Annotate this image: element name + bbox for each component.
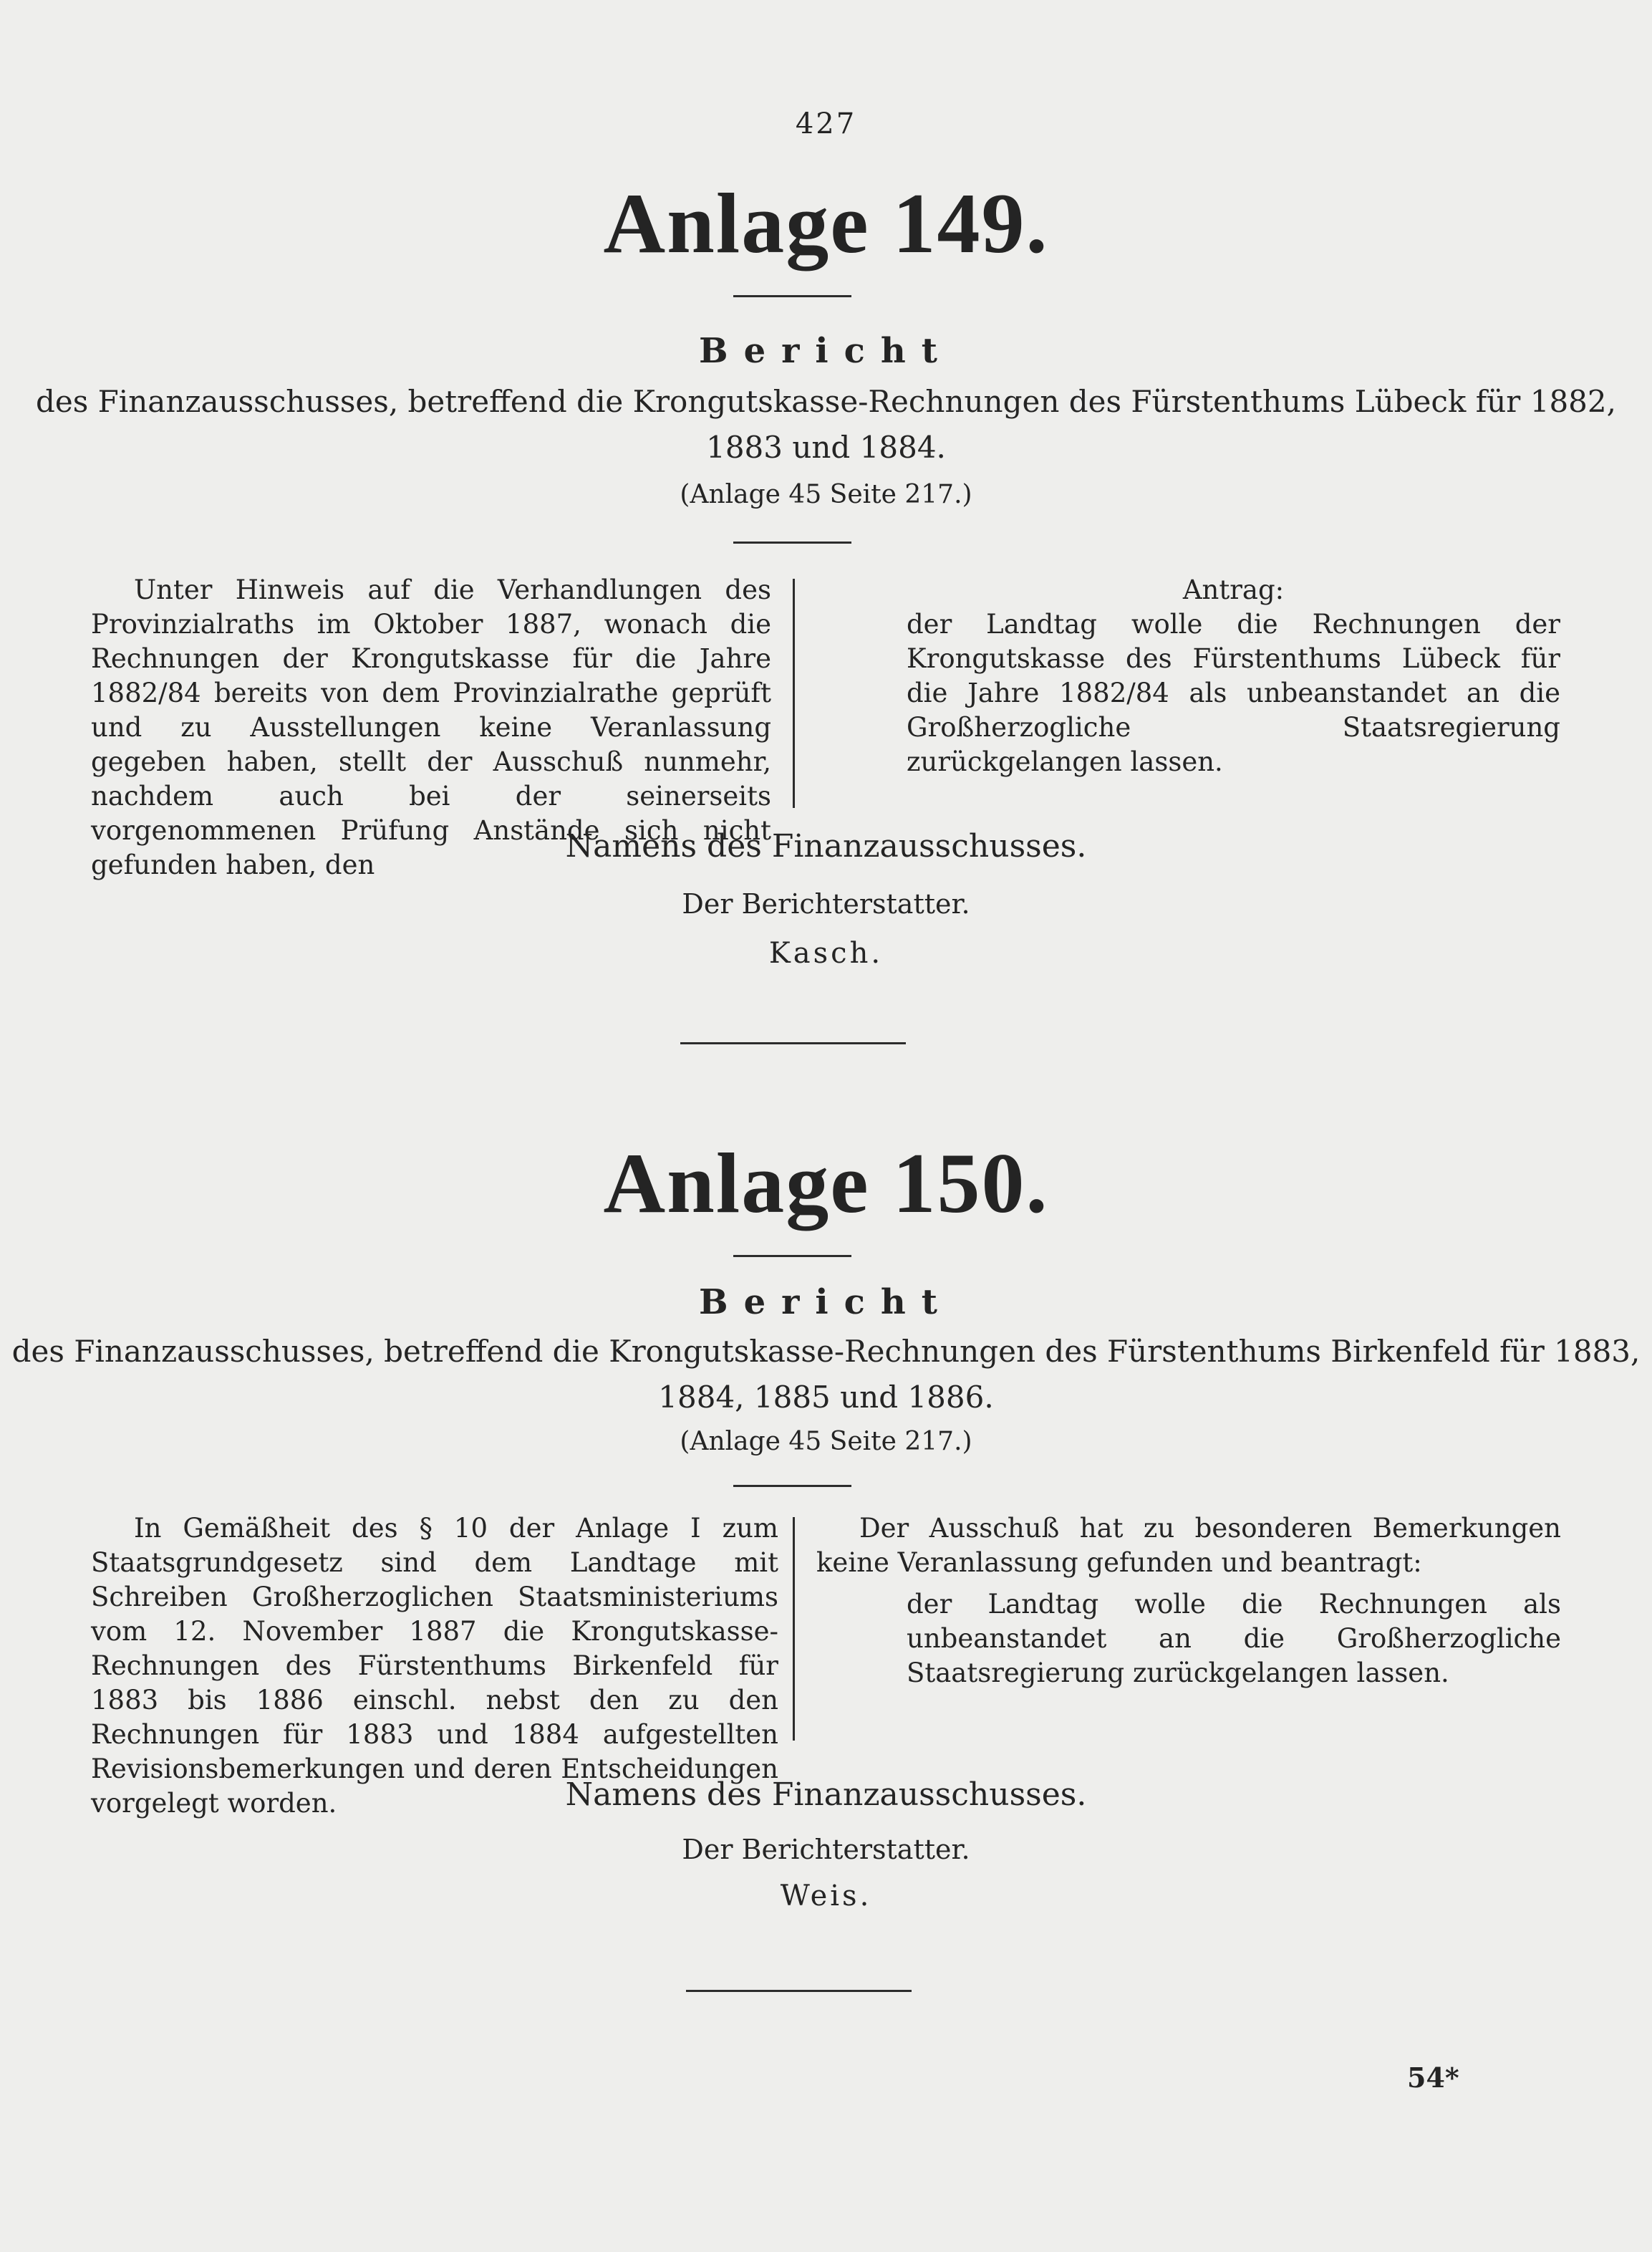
- divider-rule: [733, 1485, 851, 1487]
- report-subject-line: des Finanzausschusses, betreffend die Krongutskasse-Rechnungen des Fürstenthums Lübeck für 1882,: [36, 384, 1616, 419]
- column-divider: [793, 1517, 795, 1741]
- report-text: In Gemäßheit des § 10 der Anlage I zum Staatsgrundgesetz sind dem Landtage mit Schreiben Großherzoglichen Staatsministeriums vom 12. November 1887 die Krongutskasse-Rechnungen des Fürstenthums Birkenfeld für 1883 bis 1886 einschl. nebst den zu den Rechnungen für 1883 und 1884 aufgestellten Revisionsbemerkungen und deren Entscheidungen vorgelegt worden.: [91, 1513, 778, 1819]
- report-body-right: [907, 573, 1560, 779]
- column-divider: [793, 579, 795, 808]
- report-reference: (Anlage 45 Seite 217.): [680, 1427, 972, 1456]
- report-subject-line: 1883 und 1884.: [706, 430, 946, 465]
- section-heading: Anlage 150.: [603, 1135, 1049, 1231]
- report-reference: (Anlage 45 Seite 217.): [680, 480, 972, 509]
- signature-role: Der Berichterstatter.: [682, 1834, 970, 1865]
- report-subject-line: des Finanzausschusses, betreffend die Krongutskasse-Rechnungen des Fürstenthums Birkenfeld für 1883,: [11, 1334, 1641, 1369]
- signature-name: Weis.: [780, 1880, 872, 1912]
- sheet-signature-mark: 54*: [1407, 2061, 1459, 2094]
- report-title: Bericht: [699, 331, 953, 371]
- motion-intro: Der Ausschuß hat zu besonderen Bemerkungen keine Veranlassung gefunden und beantragt:: [816, 1513, 1561, 1578]
- report-body-right: [816, 1511, 1561, 1690]
- section-heading: Anlage 149.: [603, 175, 1049, 271]
- motion-text: der Landtag wolle die Rechnungen als unbeanstandet an die Großherzogliche Staatsregierung zurückgelangen lassen.: [907, 1589, 1561, 1688]
- page-number: 427: [795, 107, 857, 140]
- report-title: Bericht: [699, 1282, 953, 1322]
- motion-text: der Landtag wolle die Rechnungen der Krongutskasse des Fürstenthums Lübeck für die Jahre 1882/84 als unbeanstandet an die Großherzogliche Staatsregierung zurückgelangen lassen.: [907, 609, 1560, 777]
- report-body-left: [91, 1511, 778, 1821]
- signature-committee: Namens des Finanzausschusses.: [565, 1776, 1087, 1813]
- divider-rule: [733, 295, 851, 297]
- signature-name: Kasch.: [768, 937, 884, 970]
- signature-committee: Namens des Finanzausschusses.: [565, 828, 1087, 865]
- divider-rule: [733, 1255, 851, 1257]
- section-separator: [686, 1990, 912, 1992]
- motion-heading: Antrag:: [1182, 574, 1285, 605]
- divider-rule: [733, 542, 851, 544]
- section-separator: [680, 1042, 906, 1044]
- report-text: Unter Hinweis auf die Verhandlungen des Provinzialraths im Oktober 1887, wonach die Rechnungen der Krongutskasse für die Jahre 1882/84 bereits von dem Provinzialrathe geprüft und zu Ausstellungen keine Veranlassung gegeben haben, stellt der Ausschuß nunmehr, nachdem auch bei der seinerseits vorgenommenen Prüfung Anstände sich nicht gefunden haben, den: [91, 574, 771, 880]
- report-subject-line: 1884, 1885 und 1886.: [658, 1380, 994, 1415]
- signature-role: Der Berichterstatter.: [682, 888, 970, 920]
